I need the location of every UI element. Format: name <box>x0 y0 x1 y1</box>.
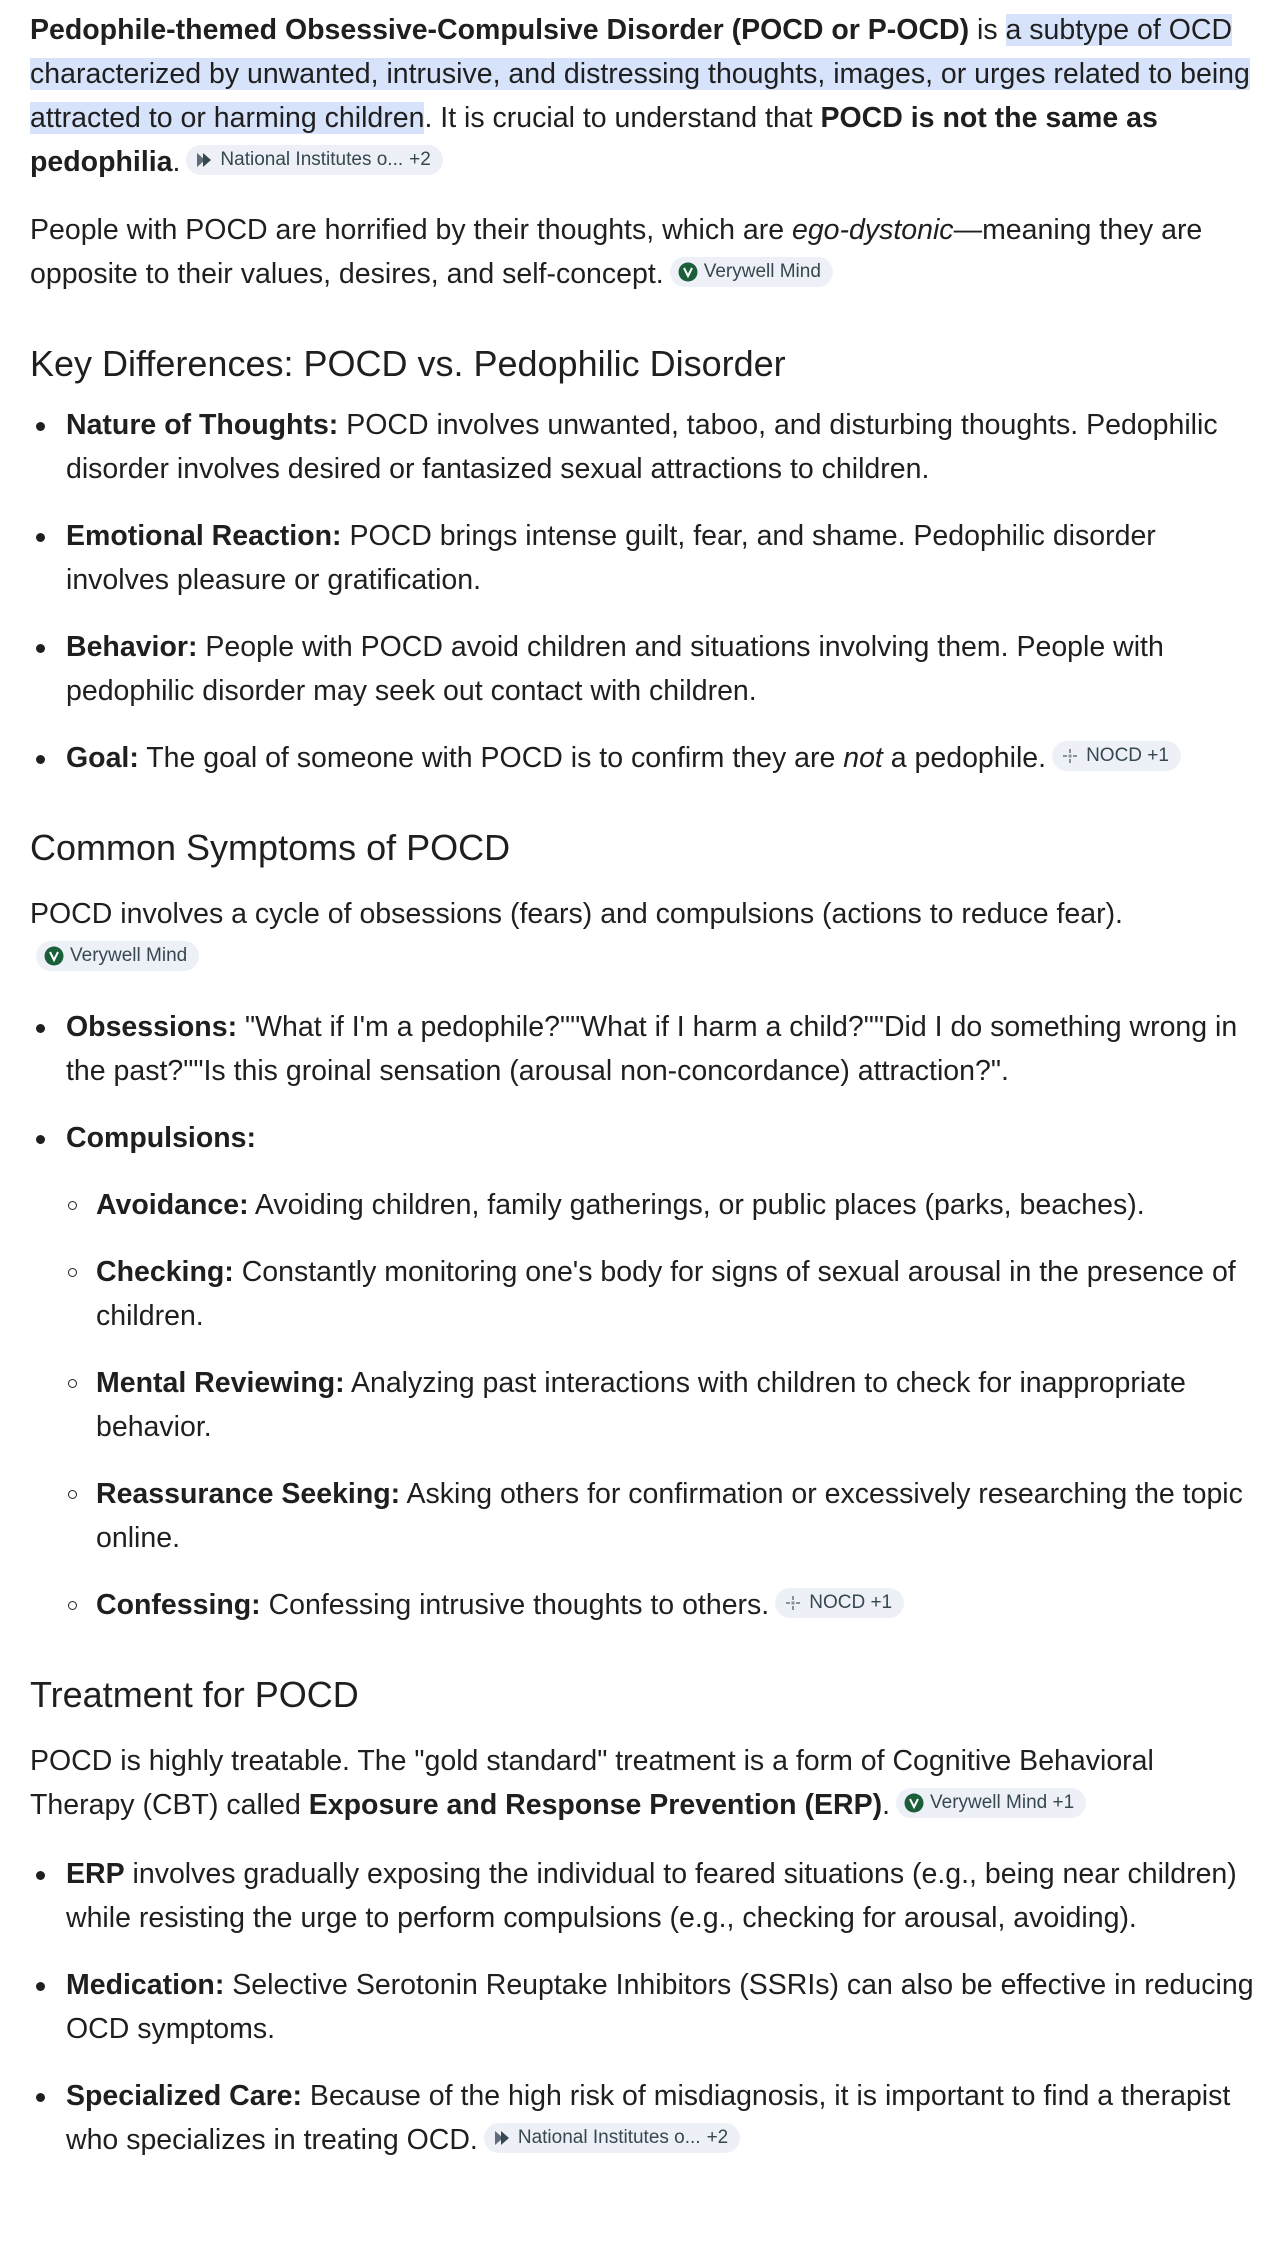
chip-count: +2 <box>409 149 431 171</box>
item-text: "What if I'm a pedophile?""What if I harm a child?""Did I do something wrong in the past?""Is this groinal sensation (arousal non-concordance) attraction?". <box>66 1011 1238 1087</box>
sublist-item <box>30 1183 1255 1227</box>
list-item <box>30 625 1255 713</box>
chip-label: National Institutes o... <box>220 149 404 171</box>
emphasis: ego-dystonic <box>791 214 954 246</box>
item-label: Medication: <box>66 1969 225 2001</box>
source-chip-verywell-mind[interactable] <box>36 941 199 971</box>
item-text: Because of the high risk of misdiagnosis, it is important to find a therapist who specializes in treating OCD. <box>66 2080 1231 2156</box>
list-item <box>30 736 1255 780</box>
item-label: Behavior: <box>66 631 198 663</box>
item-label: Mental Reviewing: <box>96 1367 345 1399</box>
sublist-item <box>30 1361 1255 1449</box>
chip-count: +2 <box>706 2127 729 2149</box>
highlighted-definition[interactable]: a subtype of OCD characterized by unwanted, intrusive, and distressing thoughts, images, or urges related to being attracted to or harming children <box>30 14 1250 134</box>
item-text: Selective Serotonin Reuptake Inhibitors (SSRIs) can also be effective in reducing OCD symptoms. <box>66 1969 1254 2045</box>
chip-label: NOCD +1 <box>1086 745 1169 767</box>
chip-label: Verywell Mind <box>703 261 821 283</box>
item-text: Analyzing past interactions with children to check for inappropriate behavior. <box>96 1367 1186 1443</box>
item-text: Avoiding children, family gatherings, or public places (parks, beaches). <box>248 1189 1145 1221</box>
text-span: . <box>882 1789 890 1821</box>
list-item <box>30 514 1255 602</box>
section-heading-symptoms: Common Symptoms of POCD <box>30 827 511 868</box>
source-chip-nocd[interactable] <box>775 1588 904 1618</box>
sublist-item <box>30 1250 1255 1338</box>
differences-list <box>30 403 1255 780</box>
source-chip-national-institutes[interactable] <box>484 2123 740 2153</box>
verywell-mind-icon <box>904 1793 924 1813</box>
list-item <box>30 2074 1255 2162</box>
term-bold: Exposure and Response Prevention (ERP) <box>308 1789 883 1821</box>
chip-label: Verywell Mind +1 <box>930 1792 1075 1814</box>
text-span: . It is crucial to understand that <box>424 102 821 134</box>
verywell-mind-icon <box>678 262 698 282</box>
item-label: Checking: <box>96 1256 234 1288</box>
item-label: Compulsions: <box>66 1122 256 1154</box>
text-span: POCD involves a cycle of obsessions (fears) and compulsions (actions to reduce fear). <box>30 898 1123 930</box>
item-label: Obsessions: <box>66 1011 238 1043</box>
item-text: Constantly monitoring one's body for signs of sexual arousal in the presence of children. <box>96 1256 1236 1332</box>
nocd-icon <box>783 1593 803 1613</box>
chip-label: NOCD +1 <box>809 1592 893 1614</box>
compulsions-sublist <box>30 1183 1255 1627</box>
nocd-icon <box>1060 746 1080 766</box>
text-span: . <box>172 146 181 178</box>
item-label: ERP <box>66 1858 125 1890</box>
treatment-list <box>30 1852 1255 2162</box>
treatment-intro <box>30 1739 1255 1827</box>
section-heading-key-differences: Key Differences: POCD vs. Pedophilic Disorder <box>30 343 786 384</box>
item-label: Reassurance Seeking: <box>96 1478 401 1510</box>
list-item <box>30 1963 1255 2051</box>
item-label: Confessing: <box>96 1589 261 1621</box>
text-span: is <box>969 14 1006 46</box>
item-text: Asking others for confirmation or excessively researching the topic online. <box>96 1478 1243 1554</box>
term-bold: Pedophile-themed Obsessive-Compulsive Disorder (POCD or P-OCD) <box>30 14 970 46</box>
national-institutes-icon <box>194 150 214 170</box>
item-label: Nature of Thoughts: <box>66 409 339 441</box>
item-label: Goal: <box>66 742 139 774</box>
source-chip-national-institutes[interactable] <box>186 145 442 175</box>
list-item <box>30 1005 1255 1093</box>
text-span: —meaning they are opposite to their values, desires, and self-concept. <box>30 214 1203 290</box>
item-label: Emotional Reaction: <box>66 520 342 552</box>
key-statement: POCD is not the same as pedophilia <box>30 102 1158 178</box>
item-label: Specialized Care: <box>66 2080 303 2112</box>
sublist-item <box>30 1583 1255 1627</box>
text-span: People with POCD are horrified by their thoughts, which are <box>30 214 792 246</box>
item-text: POCD brings intense guilt, fear, and shame. Pedophilic disorder involves pleasure or gratification. <box>66 520 1156 596</box>
item-text: a pedophile. <box>882 742 1047 774</box>
sublist-item <box>30 1472 1255 1560</box>
item-label: Avoidance: <box>96 1189 249 1221</box>
source-chip-verywell-mind[interactable] <box>896 1788 1086 1818</box>
item-text: involves gradually exposing the individual to feared situations (e.g., being near children) while resisting the urge to perform compulsions (e.g., checking for arousal, avoiding). <box>66 1858 1237 1934</box>
list-item <box>30 1116 1255 1627</box>
source-chip-verywell-mind[interactable] <box>670 257 833 287</box>
item-text: The goal of someone with POCD is to confirm they are <box>138 742 844 774</box>
list-item <box>30 403 1255 491</box>
intro-paragraph-2 <box>30 208 1255 296</box>
intro-paragraph-1 <box>30 0 1255 184</box>
item-text: People with POCD avoid children and situations involving them. People with pedophilic disorder may seek out contact with children. <box>66 631 1164 707</box>
chip-label: National Institutes o... <box>517 2127 701 2149</box>
item-text: Confessing intrusive thoughts to others. <box>260 1589 770 1621</box>
national-institutes-icon <box>492 2128 512 2148</box>
section-heading-treatment: Treatment for POCD <box>30 1674 359 1715</box>
emphasis: not <box>843 742 883 774</box>
verywell-mind-icon <box>44 946 64 966</box>
source-chip-nocd[interactable] <box>1052 741 1181 771</box>
symptoms-list <box>30 1005 1255 1627</box>
text-span: POCD is highly treatable. The "gold standard" treatment is a form of Cognitive Behavioral Therapy (CBT) called <box>30 1745 1154 1821</box>
list-item <box>30 1852 1255 1940</box>
chip-label: Verywell Mind <box>70 945 188 967</box>
item-text: POCD involves unwanted, taboo, and disturbing thoughts. Pedophilic disorder involves desired or fantasized sexual attractions to children. <box>66 409 1218 485</box>
symptoms-intro <box>30 892 1255 980</box>
